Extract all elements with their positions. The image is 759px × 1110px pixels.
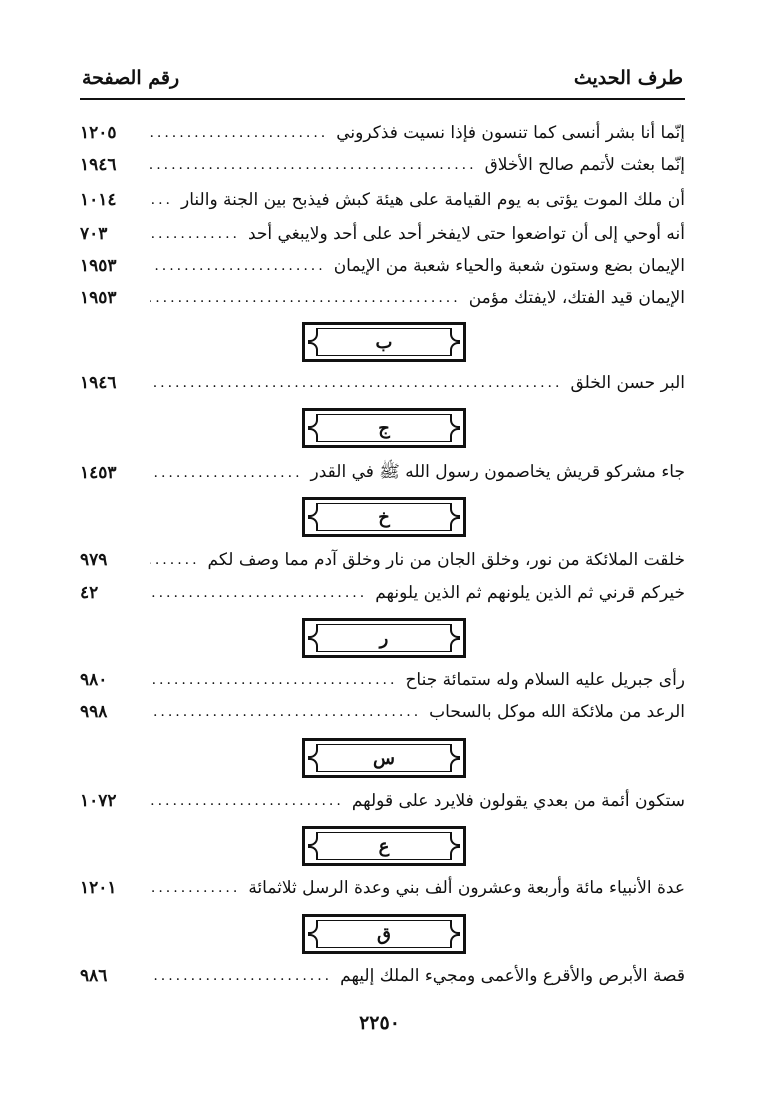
index-entry <box>80 250 685 282</box>
leader-dots <box>150 672 397 688</box>
page-number: ٩٧٩ <box>80 550 108 570</box>
section-letter: خ <box>378 506 390 528</box>
letter-section-heading <box>302 826 466 866</box>
page-column-title: رقم الصفحة <box>82 67 180 89</box>
leader-dots <box>150 258 326 274</box>
section-letter: ع <box>378 835 390 857</box>
index-entry <box>80 872 685 904</box>
page-number: ١٩٤٦ <box>80 155 117 175</box>
hadith-text: الإيمان بضع وستون شعبة والحياء شعبة من الإيمان <box>333 256 685 276</box>
letter-section-heading <box>302 914 466 954</box>
hadith-text: جاء مشركو قريش يخاصمون رسول الله ﷺ في القدر <box>310 461 685 482</box>
leader-dots <box>150 585 367 601</box>
leader-dots <box>150 465 303 481</box>
leader-dots <box>150 290 461 306</box>
page-number: ٧٠٣ <box>80 224 108 244</box>
leader-dots <box>150 704 421 720</box>
page-footer-number: ٢٢٥٠ <box>359 1012 400 1034</box>
page-number: ١٤٥٣ <box>80 463 117 483</box>
hadith-text: رأى جبريل عليه السلام وله ستمائة جناح <box>405 670 685 690</box>
index-entry <box>80 664 685 696</box>
index-entry <box>80 184 685 216</box>
section-letter: ب <box>375 331 393 353</box>
page-number: ١٩٤٦ <box>80 373 117 393</box>
page-number: ٤٢ <box>80 583 99 603</box>
index-header <box>80 58 685 100</box>
index-entry <box>80 149 685 181</box>
index-entry <box>80 282 685 314</box>
letter-section-heading <box>302 738 466 778</box>
leader-dots <box>150 226 240 242</box>
index-entry <box>80 457 685 489</box>
page-number: ١٩٥٣ <box>80 256 117 276</box>
hadith-text: الرعد من ملائكة الله موكل بالسحاب <box>429 702 685 722</box>
hadith-text: إنّما أنا بشر أنسى كما تنسون فإذا نسيت فذكروني <box>336 123 685 143</box>
index-entry <box>80 117 685 149</box>
hadith-text: أنه أوحي إلى أن تواضعوا حتى لايفخر أحد على أحد ولايبغي أحد <box>247 224 685 244</box>
leader-dots <box>150 157 477 173</box>
hadith-column-title: طرف الحديث <box>573 67 683 89</box>
leader-dots <box>150 793 344 809</box>
letter-section-heading <box>302 408 466 448</box>
letter-section-heading <box>302 618 466 658</box>
leader-dots <box>150 552 200 568</box>
index-entry <box>80 367 685 399</box>
hadith-text: خلقت الملائكة من نور، وخلق الجان من نار وخلق آدم مما وصف لكم <box>207 550 685 570</box>
page-number: ١٢٠٥ <box>80 123 117 143</box>
page-number: ١٠٧٢ <box>80 791 117 811</box>
page-number: ١٢٠١ <box>80 878 117 898</box>
index-entry <box>80 696 685 728</box>
leader-dots <box>150 192 173 208</box>
section-letter: ر <box>379 627 389 649</box>
hadith-text: أن ملك الموت يؤتى به يوم القيامة على هيئة كبش فيذبح بين الجنة والنار <box>181 190 685 210</box>
leader-dots <box>150 125 328 141</box>
leader-dots <box>150 880 240 896</box>
index-entry <box>80 960 685 992</box>
page-number: ١٠١٤ <box>80 190 117 210</box>
hadith-text: إنّما بعثت لأتمم صالح الأخلاق <box>484 155 685 175</box>
page-number: ٩٨٠ <box>80 670 108 690</box>
section-letter: ج <box>378 417 390 439</box>
section-letter: ق <box>377 923 391 945</box>
index-entry <box>80 544 685 576</box>
hadith-text: خيركم قرني ثم الذين يلونهم ثم الذين يلونهم <box>375 583 685 603</box>
page-number: ٩٩٨ <box>80 702 108 722</box>
hadith-text: ستكون أئمة من بعدي يقولون فلايرد على قولهم <box>351 791 685 811</box>
page-number: ١٩٥٣ <box>80 288 117 308</box>
hadith-text: الإيمان قيد الفتك، لايفتك مؤمن <box>468 288 685 308</box>
letter-section-heading <box>302 497 466 537</box>
index-entry <box>80 785 685 817</box>
leader-dots <box>150 375 562 391</box>
page-number: ٩٨٦ <box>80 966 108 986</box>
hadith-text: البر حسن الخلق <box>570 373 685 393</box>
hadith-text: قصة الأبرص والأقرع والأعمى ومجيء الملك إليهم <box>340 966 685 986</box>
hadith-text: عدة الأنبياء مائة وأربعة وعشرون ألف بني وعدة الرسل ثلاثمائة <box>248 878 685 898</box>
index-entry <box>80 218 685 250</box>
leader-dots <box>150 968 332 984</box>
index-entry <box>80 577 685 609</box>
letter-section-heading <box>302 322 466 362</box>
section-letter: س <box>373 747 395 769</box>
